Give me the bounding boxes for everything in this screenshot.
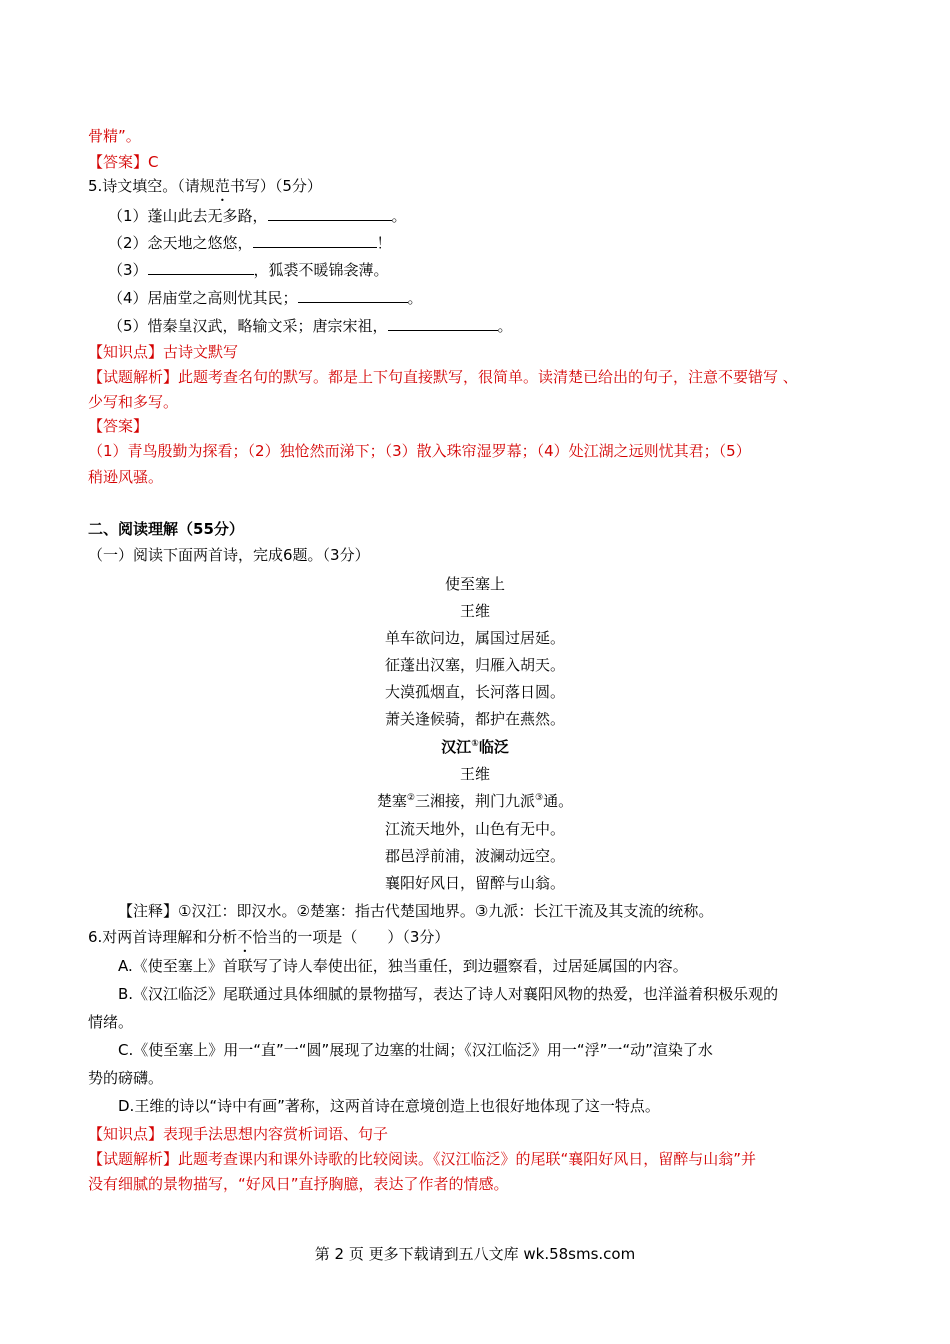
q6-title-text: 6.对两首诗理解和分析 — [88, 928, 238, 946]
answer-blank[interactable] — [388, 315, 498, 331]
poem2-author: 王维 — [459, 765, 490, 783]
analysis-text: 此题考查名句的默写。都是上下句直接默写，很简单。读清楚已给出的句子，注意不要错写 、 — [178, 368, 798, 386]
q5-item-punct: 。 — [391, 207, 407, 225]
q6-knowledge-point — [88, 1124, 388, 1144]
part-intro: （一）阅读下面两首诗，完成6题。（3分） — [88, 546, 370, 564]
q5-title-emphasis: 范 — [214, 177, 230, 195]
poem1-line: 征蓬出汉塞，归雁入胡天。 — [384, 656, 565, 674]
q5-title — [88, 176, 322, 196]
prev-answer-tail: 骨精”。 — [88, 127, 141, 145]
q5-item-1 — [108, 205, 407, 226]
q5-knowledge-point — [88, 342, 238, 362]
q5-item-2 — [108, 232, 392, 253]
answer-value: C — [148, 153, 159, 171]
q5-item-text: （1）蓬山此去无多路， — [108, 207, 268, 225]
q5-item-4 — [108, 287, 423, 308]
poem1-line: 大漠孤烟直，长河落日圆。 — [384, 683, 565, 701]
q6-option-a[interactable]: A.《使至塞上》首联写了诗人奉使出征，独当重任，到边疆察看，过居延属国的内容。 — [118, 957, 688, 975]
q5-item-punct: 。 — [497, 317, 513, 335]
q5-answer-label: 【答案】 — [88, 417, 149, 435]
poem2-title-text: 汉江 — [441, 738, 472, 756]
poem2-line: 郡邑浮前浦，波澜动远空。 — [384, 847, 565, 865]
q6-analysis — [88, 1149, 756, 1169]
poem2-title-text-end: 临泛 — [478, 738, 509, 756]
poem2-line-text: 楚塞 — [376, 792, 407, 810]
footnote-marker: ③ — [535, 793, 544, 803]
footnote-marker: ② — [406, 793, 415, 803]
q5-answer-line-1: （1）青鸟殷勤为探看；（2）独怆然而涕下；（3）散入珠帘湿罗幕；（4）处江湖之远则忧其君；（5） — [88, 442, 751, 460]
q5-item-5 — [108, 315, 513, 336]
answer-blank[interactable] — [253, 232, 377, 248]
poem2-line-text: 通。 — [543, 792, 574, 810]
analysis-label: 【试题解析】 — [88, 368, 179, 386]
poem-notes: 【注释】①汉江：即汉水。②楚塞：指古代楚国地界。③九派：长江干流及其支流的统称。 — [118, 902, 714, 920]
q5-item-punct: ！ — [376, 234, 392, 252]
q5-item-text: （2）念天地之悠悠， — [108, 234, 253, 252]
analysis-label: 【试题解析】 — [88, 1150, 179, 1168]
q5-item-punct: 。 — [407, 289, 423, 307]
answer-blank[interactable] — [148, 259, 254, 275]
q6-option-c[interactable]: C.《使至塞上》用一“直”一“圆”展现了边塞的壮阔；《汉江临泛》用一“浮”一“动”渲染了水 — [118, 1041, 713, 1059]
section-heading: 二、阅读理解（55分） — [88, 520, 244, 538]
answer-blank[interactable] — [268, 205, 392, 221]
q6-title-text-end: 恰当的一项是（ ）（3分） — [252, 928, 450, 946]
kp-text: 古诗文默写 — [163, 343, 239, 361]
q5-title-text: 5.诗文填空。（请规 — [88, 177, 215, 195]
q5-analysis — [88, 367, 798, 387]
q6-option-d[interactable]: D.王维的诗以“诗中有画”著称，这两首诗在意境创造上也很好地体现了这一特点。 — [118, 1097, 660, 1115]
poem2-line-text: 三湘接，荆门九派 — [414, 792, 535, 810]
poem1-line: 单车欲问边，属国过居延。 — [384, 629, 565, 647]
kp-text: 表现手法思想内容赏析词语、句子 — [163, 1125, 389, 1143]
q6-title-emphasis: 不 — [237, 928, 253, 946]
analysis-text: 此题考查课内和课外诗歌的比较阅读。《汉江临泛》的尾联“襄阳好风日，留醉与山翁”并 — [178, 1150, 757, 1168]
kp-label: 【知识点】 — [88, 1125, 164, 1143]
poem2-line: 江流天地外，山色有无中。 — [384, 820, 565, 838]
q5-analysis-cont: 少写和多写。 — [88, 393, 179, 411]
poem1-line: 萧关逢候骑，都护在燕然。 — [384, 710, 565, 728]
q5-item-3 — [108, 259, 389, 280]
q5-item-punct: ，狐裘不暖锦衾薄。 — [253, 261, 389, 279]
poem2-title — [0, 737, 950, 757]
page-footer: 第 2 页 更多下载请到五八文库 wk.58sms.com — [314, 1245, 636, 1263]
answer-label: 【答案】 — [88, 153, 149, 171]
prev-answer — [88, 152, 159, 172]
q6-option-c-cont: 势的磅礴。 — [88, 1069, 164, 1087]
q5-answer-line-2: 稍逊风骚。 — [88, 468, 164, 486]
q6-option-b-cont: 情绪。 — [88, 1013, 134, 1031]
q6-analysis-cont: 没有细腻的景物描写，“好风日”直抒胸臆，表达了作者的情感。 — [88, 1175, 509, 1193]
q6-title — [88, 927, 449, 947]
q5-item-text: （4）居庙堂之高则忧其民； — [108, 289, 298, 307]
q5-item-text: （3） — [108, 261, 148, 279]
poem2-line — [0, 791, 950, 811]
kp-label: 【知识点】 — [88, 343, 164, 361]
footnote-marker: ① — [471, 739, 479, 749]
q6-option-b[interactable]: B.《汉江临泛》尾联通过具体细腻的景物描写，表达了诗人对襄阳风物的热爱，也洋溢着积极乐观的 — [118, 985, 779, 1003]
poem1-title: 使至塞上 — [444, 575, 505, 593]
q5-item-text: （5）惜秦皇汉武，略输文采；唐宗宋祖， — [108, 317, 388, 335]
answer-blank[interactable] — [298, 287, 408, 303]
q5-title-text-end: 书写）（5分） — [229, 177, 322, 195]
poem1-author: 王维 — [459, 602, 490, 620]
poem2-line: 襄阳好风日，留醉与山翁。 — [384, 874, 565, 892]
